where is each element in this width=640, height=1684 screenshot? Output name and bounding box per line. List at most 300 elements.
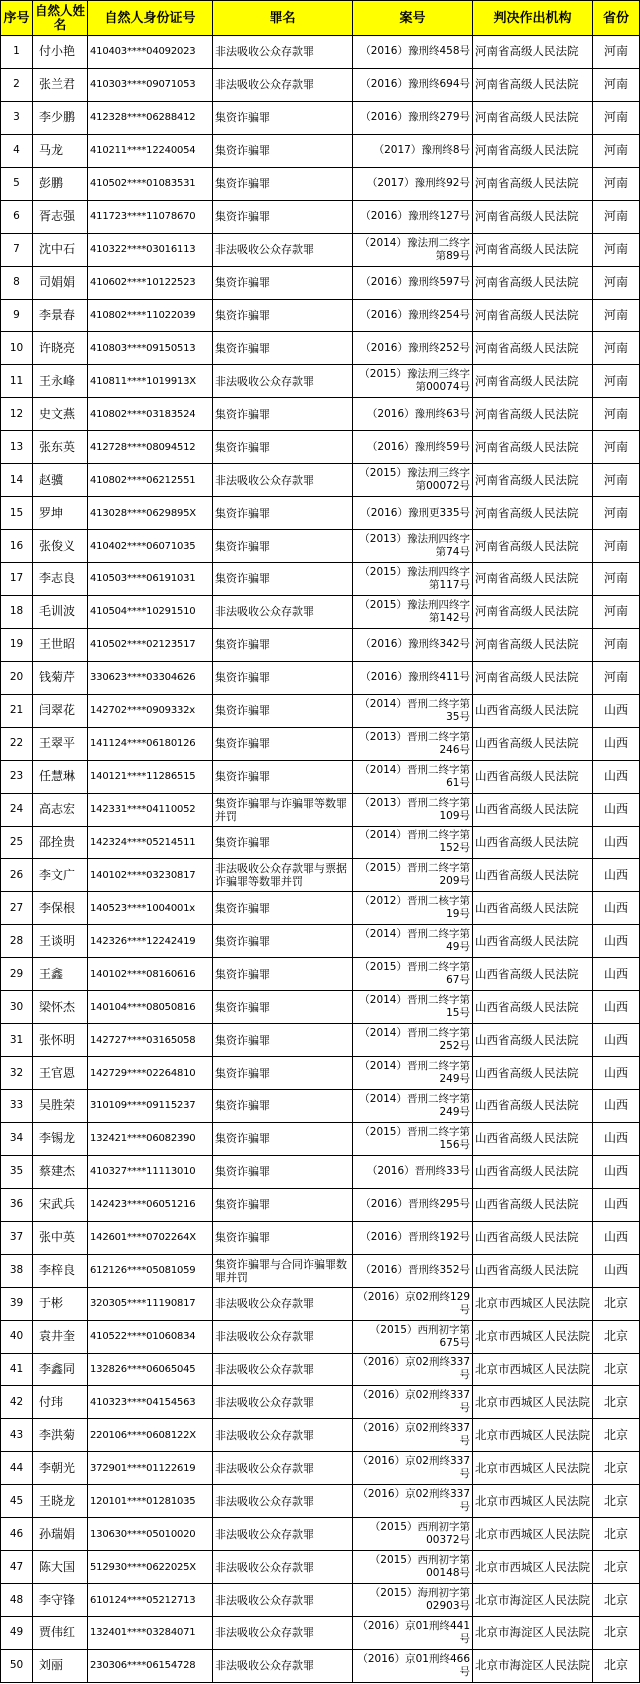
cell-name: 王晓龙	[33, 1485, 88, 1518]
cell-name: 毛训波	[33, 595, 88, 628]
cell-crime: 非法吸收公众存款罪	[213, 1518, 353, 1551]
cell-no: 19	[1, 628, 33, 661]
cell-court: 河南省高级人民法院	[473, 398, 593, 431]
cell-crime: 非法吸收公众存款罪	[213, 233, 353, 266]
cell-name: 宋武兵	[33, 1188, 88, 1221]
header-court: 判决作出机构	[473, 1, 593, 36]
cell-crime: 非法吸收公众存款罪	[213, 1584, 353, 1617]
cell-court: 河南省高级人民法院	[473, 365, 593, 398]
table-row	[1, 1287, 640, 1320]
cell-name: 李梓良	[33, 1254, 88, 1287]
cell-no: 2	[1, 68, 33, 101]
table-row	[1, 595, 640, 628]
cell-id-number: 142326****12242419	[88, 925, 213, 958]
cell-id-number: 132401****03284071	[88, 1617, 213, 1650]
cell-province: 河南	[593, 563, 640, 596]
table-row	[1, 563, 640, 596]
cell-crime: 集资诈骗罪	[213, 299, 353, 332]
cell-crime: 非法吸收公众存款罪	[213, 595, 353, 628]
cell-id-number: 410327****11113010	[88, 1155, 213, 1188]
cell-case-number: （2015）豫法刑三终字第00074号	[353, 365, 473, 398]
cell-case-number: （2015）豫法刑三终字第00072号	[353, 464, 473, 497]
cell-no: 32	[1, 1057, 33, 1090]
cell-crime: 非法吸收公众存款罪	[213, 1353, 353, 1386]
cell-crime: 集资诈骗罪	[213, 694, 353, 727]
cell-case-number: （2013）晋刑二终字第109号	[353, 793, 473, 826]
cell-case-number: （2015）西刑初字第00148号	[353, 1551, 473, 1584]
cell-crime: 集资诈骗罪	[213, 530, 353, 563]
cell-province: 河南	[593, 233, 640, 266]
table-row	[1, 431, 640, 464]
cell-name: 沈中石	[33, 233, 88, 266]
cell-court: 山西省高级人民法院	[473, 760, 593, 793]
cell-case-number: （2016）豫刑终411号	[353, 661, 473, 694]
cell-name: 李锡龙	[33, 1122, 88, 1155]
cell-name: 赵骥	[33, 464, 88, 497]
table-row	[1, 1188, 640, 1221]
cell-id-number: 140523****1004001x	[88, 892, 213, 925]
cell-no: 7	[1, 233, 33, 266]
cell-name: 李景春	[33, 299, 88, 332]
cell-case-number: （2016）豫刑终694号	[353, 68, 473, 101]
cell-no: 37	[1, 1221, 33, 1254]
cell-name: 孙瑞娟	[33, 1518, 88, 1551]
cell-province: 北京	[593, 1452, 640, 1485]
cell-name: 钱菊芹	[33, 661, 88, 694]
cell-court: 山西省高级人民法院	[473, 826, 593, 859]
table-row	[1, 628, 640, 661]
cell-no: 24	[1, 793, 33, 826]
table-row	[1, 793, 640, 826]
cell-case-number: （2016）京02刑终337号	[353, 1386, 473, 1419]
table-row	[1, 859, 640, 892]
cell-id-number: 410522****01060834	[88, 1320, 213, 1353]
cell-province: 山西	[593, 958, 640, 991]
cell-crime: 集资诈骗罪	[213, 200, 353, 233]
table-row	[1, 1485, 640, 1518]
cell-no: 41	[1, 1353, 33, 1386]
cell-case-number: （2014）晋刑二终字第252号	[353, 1024, 473, 1057]
cell-id-number: 142702****0909332x	[88, 694, 213, 727]
cell-crime: 集资诈骗罪	[213, 1155, 353, 1188]
cell-name: 王永峰	[33, 365, 88, 398]
cell-id-number: 610124****05212713	[88, 1584, 213, 1617]
cell-crime: 非法吸收公众存款罪	[213, 1617, 353, 1650]
cell-case-number: （2016）豫刑更335号	[353, 497, 473, 530]
cell-province: 河南	[593, 595, 640, 628]
cell-name: 王谈明	[33, 925, 88, 958]
cell-case-number: （2013）晋刑二终字第246号	[353, 727, 473, 760]
cell-id-number: 410802****11022039	[88, 299, 213, 332]
cell-name: 李志良	[33, 563, 88, 596]
cell-no: 42	[1, 1386, 33, 1419]
cell-case-number: （2016）豫刑终63号	[353, 398, 473, 431]
table-row	[1, 398, 640, 431]
cell-id-number: 230306****06154728	[88, 1649, 213, 1682]
cell-name: 许晓亮	[33, 332, 88, 365]
cell-id-number: 413028****0629895X	[88, 497, 213, 530]
cell-province: 山西	[593, 1221, 640, 1254]
cell-id-number: 412728****08094512	[88, 431, 213, 464]
cell-crime: 集资诈骗罪	[213, 431, 353, 464]
cell-province: 山西	[593, 1188, 640, 1221]
cell-court: 河南省高级人民法院	[473, 101, 593, 134]
cell-no: 6	[1, 200, 33, 233]
table-row	[1, 661, 640, 694]
cell-name: 吴胜荣	[33, 1090, 88, 1123]
cell-province: 山西	[593, 727, 640, 760]
cell-name: 贾伟红	[33, 1617, 88, 1650]
cell-no: 22	[1, 727, 33, 760]
cell-court: 北京市海淀区人民法院	[473, 1617, 593, 1650]
cell-case-number: （2014）晋刑二终字第249号	[353, 1090, 473, 1123]
cell-case-number: （2014）晋刑二终字第35号	[353, 694, 473, 727]
cell-crime: 集资诈骗罪	[213, 101, 353, 134]
cell-no: 26	[1, 859, 33, 892]
cell-crime: 集资诈骗罪	[213, 332, 353, 365]
cell-name: 彭鹏	[33, 167, 88, 200]
cell-name: 王世昭	[33, 628, 88, 661]
cell-crime: 集资诈骗罪	[213, 1188, 353, 1221]
cell-name: 陈大国	[33, 1551, 88, 1584]
table-row	[1, 1221, 640, 1254]
cell-no: 14	[1, 464, 33, 497]
header-no: 序号	[1, 1, 33, 36]
cell-province: 山西	[593, 760, 640, 793]
cell-province: 北京	[593, 1386, 640, 1419]
cell-id-number: 330623****03304626	[88, 661, 213, 694]
cell-case-number: （2016）豫刑终342号	[353, 628, 473, 661]
cell-name: 李文广	[33, 859, 88, 892]
cell-province: 河南	[593, 266, 640, 299]
cell-no: 47	[1, 1551, 33, 1584]
cell-court: 山西省高级人民法院	[473, 1254, 593, 1287]
cell-province: 河南	[593, 134, 640, 167]
cell-court: 北京市西城区人民法院	[473, 1287, 593, 1320]
cell-court: 山西省高级人民法院	[473, 1024, 593, 1057]
cell-id-number: 410502****02123517	[88, 628, 213, 661]
cell-no: 33	[1, 1090, 33, 1123]
cell-court: 河南省高级人民法院	[473, 628, 593, 661]
table-row	[1, 1551, 640, 1584]
table-row	[1, 1155, 640, 1188]
cell-province: 河南	[593, 628, 640, 661]
cell-court: 河南省高级人民法院	[473, 233, 593, 266]
cell-crime: 集资诈骗罪	[213, 991, 353, 1024]
cell-crime: 非法吸收公众存款罪	[213, 1320, 353, 1353]
cell-court: 山西省高级人民法院	[473, 892, 593, 925]
header-province: 省份	[593, 1, 640, 36]
table-row	[1, 134, 640, 167]
cell-id-number: 411723****11078670	[88, 200, 213, 233]
cell-crime: 集资诈骗罪	[213, 628, 353, 661]
table-row	[1, 530, 640, 563]
table-row	[1, 1518, 640, 1551]
cell-case-number: （2016）晋刑终192号	[353, 1221, 473, 1254]
cell-no: 31	[1, 1024, 33, 1057]
cell-id-number: 410802****03183524	[88, 398, 213, 431]
cell-crime: 集资诈骗罪	[213, 727, 353, 760]
cell-id-number: 142729****02264810	[88, 1057, 213, 1090]
cell-name: 张俊义	[33, 530, 88, 563]
cell-province: 河南	[593, 431, 640, 464]
table-row	[1, 1649, 640, 1682]
cell-name: 刘丽	[33, 1649, 88, 1682]
cell-province: 山西	[593, 1122, 640, 1155]
cell-no: 5	[1, 167, 33, 200]
cell-crime: 集资诈骗罪与合同诈骗罪数罪并罚	[213, 1254, 353, 1287]
cell-id-number: 130630****05010020	[88, 1518, 213, 1551]
cell-id-number: 140102****03230817	[88, 859, 213, 892]
cell-name: 罗坤	[33, 497, 88, 530]
cell-no: 48	[1, 1584, 33, 1617]
cell-id-number: 142331****04110052	[88, 793, 213, 826]
cell-province: 北京	[593, 1617, 640, 1650]
cell-no: 27	[1, 892, 33, 925]
table-row	[1, 1584, 640, 1617]
cell-province: 北京	[593, 1287, 640, 1320]
cell-case-number: （2014）晋刑二终字第152号	[353, 826, 473, 859]
cell-province: 河南	[593, 464, 640, 497]
cell-case-number: （2016）京02刑终337号	[353, 1485, 473, 1518]
cell-no: 34	[1, 1122, 33, 1155]
cell-id-number: 132826****06065045	[88, 1353, 213, 1386]
cell-crime: 集资诈骗罪与诈骗罪等数罪并罚	[213, 793, 353, 826]
cell-case-number: （2016）豫刑终458号	[353, 36, 473, 69]
cell-province: 山西	[593, 1155, 640, 1188]
header-id: 自然人身份证号	[88, 1, 213, 36]
cell-court: 河南省高级人民法院	[473, 497, 593, 530]
cell-name: 王翠平	[33, 727, 88, 760]
cell-court: 河南省高级人民法院	[473, 266, 593, 299]
cell-case-number: （2013）豫法刑四终字第74号	[353, 530, 473, 563]
table-row	[1, 266, 640, 299]
cell-crime: 集资诈骗罪	[213, 563, 353, 596]
table-row	[1, 1057, 640, 1090]
table-row	[1, 464, 640, 497]
cell-court: 河南省高级人民法院	[473, 661, 593, 694]
cell-name: 李朝光	[33, 1452, 88, 1485]
cell-name: 邵拴贵	[33, 826, 88, 859]
cell-case-number: （2016）晋刑终33号	[353, 1155, 473, 1188]
cell-court: 山西省高级人民法院	[473, 1221, 593, 1254]
cell-court: 山西省高级人民法院	[473, 991, 593, 1024]
cell-id-number: 410811****1019913X	[88, 365, 213, 398]
cell-province: 河南	[593, 101, 640, 134]
table-row	[1, 991, 640, 1024]
cell-name: 马龙	[33, 134, 88, 167]
cell-case-number: （2016）豫刑终279号	[353, 101, 473, 134]
cell-no: 25	[1, 826, 33, 859]
cell-id-number: 512930****0622025X	[88, 1551, 213, 1584]
cell-crime: 非法吸收公众存款罪	[213, 36, 353, 69]
table-row	[1, 1353, 640, 1386]
table-row	[1, 1254, 640, 1287]
cell-court: 北京市西城区人民法院	[473, 1485, 593, 1518]
cell-no: 12	[1, 398, 33, 431]
cell-no: 50	[1, 1649, 33, 1682]
cell-name: 李保根	[33, 892, 88, 925]
cell-province: 山西	[593, 793, 640, 826]
cell-name: 张东英	[33, 431, 88, 464]
cell-case-number: （2015）豫法刑四终字第117号	[353, 563, 473, 596]
cell-id-number: 410802****06212551	[88, 464, 213, 497]
cell-id-number: 410322****03016113	[88, 233, 213, 266]
cell-no: 36	[1, 1188, 33, 1221]
cell-court: 山西省高级人民法院	[473, 1155, 593, 1188]
cell-name: 梁怀杰	[33, 991, 88, 1024]
cell-no: 3	[1, 101, 33, 134]
cell-court: 河南省高级人民法院	[473, 36, 593, 69]
table-row	[1, 1419, 640, 1452]
cell-province: 山西	[593, 1057, 640, 1090]
table-row	[1, 1320, 640, 1353]
table-row	[1, 200, 640, 233]
cell-crime: 非法吸收公众存款罪	[213, 1287, 353, 1320]
cell-case-number: （2014）晋刑二终字第15号	[353, 991, 473, 1024]
cell-name: 袁井奎	[33, 1320, 88, 1353]
cell-case-number: （2015）晋刑二终字第67号	[353, 958, 473, 991]
table-row	[1, 365, 640, 398]
cell-no: 13	[1, 431, 33, 464]
cell-id-number: 410503****06191031	[88, 563, 213, 596]
cell-province: 北京	[593, 1485, 640, 1518]
cell-crime: 集资诈骗罪	[213, 958, 353, 991]
cell-id-number: 310109****09115237	[88, 1090, 213, 1123]
cell-crime: 集资诈骗罪	[213, 266, 353, 299]
cell-crime: 非法吸收公众存款罪	[213, 464, 353, 497]
cell-crime: 集资诈骗罪	[213, 925, 353, 958]
cell-case-number: （2015）西刑初字第00372号	[353, 1518, 473, 1551]
cell-province: 山西	[593, 1090, 640, 1123]
cell-id-number: 140121****11286515	[88, 760, 213, 793]
cell-name: 付小艳	[33, 36, 88, 69]
cell-court: 河南省高级人民法院	[473, 464, 593, 497]
cell-id-number: 410211****12240054	[88, 134, 213, 167]
cell-no: 43	[1, 1419, 33, 1452]
cell-no: 49	[1, 1617, 33, 1650]
cell-id-number: 410323****04154563	[88, 1386, 213, 1419]
cell-case-number: （2016）豫刑终252号	[353, 332, 473, 365]
cell-crime: 集资诈骗罪	[213, 760, 353, 793]
cell-name: 史文燕	[33, 398, 88, 431]
table-row	[1, 1122, 640, 1155]
cell-id-number: 140102****08160616	[88, 958, 213, 991]
cell-case-number: （2014）豫法刑二终字第89号	[353, 233, 473, 266]
cell-name: 李鑫同	[33, 1353, 88, 1386]
cell-court: 北京市西城区人民法院	[473, 1518, 593, 1551]
cell-court: 河南省高级人民法院	[473, 431, 593, 464]
cell-province: 河南	[593, 200, 640, 233]
cell-province: 北京	[593, 1320, 640, 1353]
cell-crime: 集资诈骗罪	[213, 1057, 353, 1090]
table-body	[1, 36, 640, 1683]
cell-id-number: 142423****06051216	[88, 1188, 213, 1221]
cell-court: 北京市西城区人民法院	[473, 1386, 593, 1419]
cell-name: 张怀明	[33, 1024, 88, 1057]
cell-province: 山西	[593, 1254, 640, 1287]
table-row	[1, 958, 640, 991]
cell-id-number: 372901****01122619	[88, 1452, 213, 1485]
cell-province: 河南	[593, 497, 640, 530]
cell-name: 李洪菊	[33, 1419, 88, 1452]
cell-court: 北京市西城区人民法院	[473, 1452, 593, 1485]
cell-court: 山西省高级人民法院	[473, 694, 593, 727]
cell-no: 8	[1, 266, 33, 299]
cell-case-number: （2016）京02刑终337号	[353, 1353, 473, 1386]
cell-province: 河南	[593, 167, 640, 200]
cell-court: 河南省高级人民法院	[473, 332, 593, 365]
cell-id-number: 142601****0702264X	[88, 1221, 213, 1254]
table-row	[1, 1452, 640, 1485]
cell-crime: 非法吸收公众存款罪	[213, 1419, 353, 1452]
cell-crime: 集资诈骗罪	[213, 892, 353, 925]
cell-province: 河南	[593, 68, 640, 101]
cell-province: 河南	[593, 332, 640, 365]
cell-id-number: 320305****11190817	[88, 1287, 213, 1320]
cell-id-number: 410402****06071035	[88, 530, 213, 563]
cell-id-number: 410403****04092023	[88, 36, 213, 69]
table-row	[1, 1386, 640, 1419]
cell-no: 30	[1, 991, 33, 1024]
cell-province: 山西	[593, 991, 640, 1024]
cell-no: 28	[1, 925, 33, 958]
cell-case-number: （2016）豫刑终127号	[353, 200, 473, 233]
cell-court: 山西省高级人民法院	[473, 1057, 593, 1090]
cell-province: 河南	[593, 365, 640, 398]
header-case: 案号	[353, 1, 473, 36]
cell-name: 张兰君	[33, 68, 88, 101]
table-row	[1, 497, 640, 530]
cell-id-number: 132421****06082390	[88, 1122, 213, 1155]
table-row	[1, 332, 640, 365]
cell-crime: 集资诈骗罪	[213, 1122, 353, 1155]
cell-court: 北京市西城区人民法院	[473, 1320, 593, 1353]
cell-province: 北京	[593, 1551, 640, 1584]
cell-province: 河南	[593, 36, 640, 69]
cell-province: 北京	[593, 1584, 640, 1617]
cell-province: 山西	[593, 826, 640, 859]
cell-case-number: （2016）京02刑终337号	[353, 1452, 473, 1485]
cell-province: 河南	[593, 530, 640, 563]
cell-name: 司娟娟	[33, 266, 88, 299]
cell-province: 北京	[593, 1419, 640, 1452]
cell-no: 40	[1, 1320, 33, 1353]
table-row	[1, 101, 640, 134]
cell-case-number: （2014）晋刑二终字第249号	[353, 1057, 473, 1090]
cell-case-number: （2016）京01刑终466号	[353, 1649, 473, 1682]
cell-court: 山西省高级人民法院	[473, 859, 593, 892]
cell-no: 16	[1, 530, 33, 563]
cell-court: 河南省高级人民法院	[473, 200, 593, 233]
cell-court: 河南省高级人民法院	[473, 167, 593, 200]
table-row	[1, 1617, 640, 1650]
cell-no: 11	[1, 365, 33, 398]
cell-province: 山西	[593, 892, 640, 925]
cell-name: 王官恩	[33, 1057, 88, 1090]
table-row	[1, 299, 640, 332]
cell-court: 河南省高级人民法院	[473, 530, 593, 563]
table-row	[1, 694, 640, 727]
cell-province: 山西	[593, 925, 640, 958]
cell-case-number: （2017）豫刑终92号	[353, 167, 473, 200]
cell-id-number: 141124****06180126	[88, 727, 213, 760]
cell-name: 张中英	[33, 1221, 88, 1254]
cell-court: 山西省高级人民法院	[473, 958, 593, 991]
cell-name: 李少鹏	[33, 101, 88, 134]
cell-crime: 非法吸收公众存款罪	[213, 68, 353, 101]
cell-case-number: （2017）豫刑终8号	[353, 134, 473, 167]
